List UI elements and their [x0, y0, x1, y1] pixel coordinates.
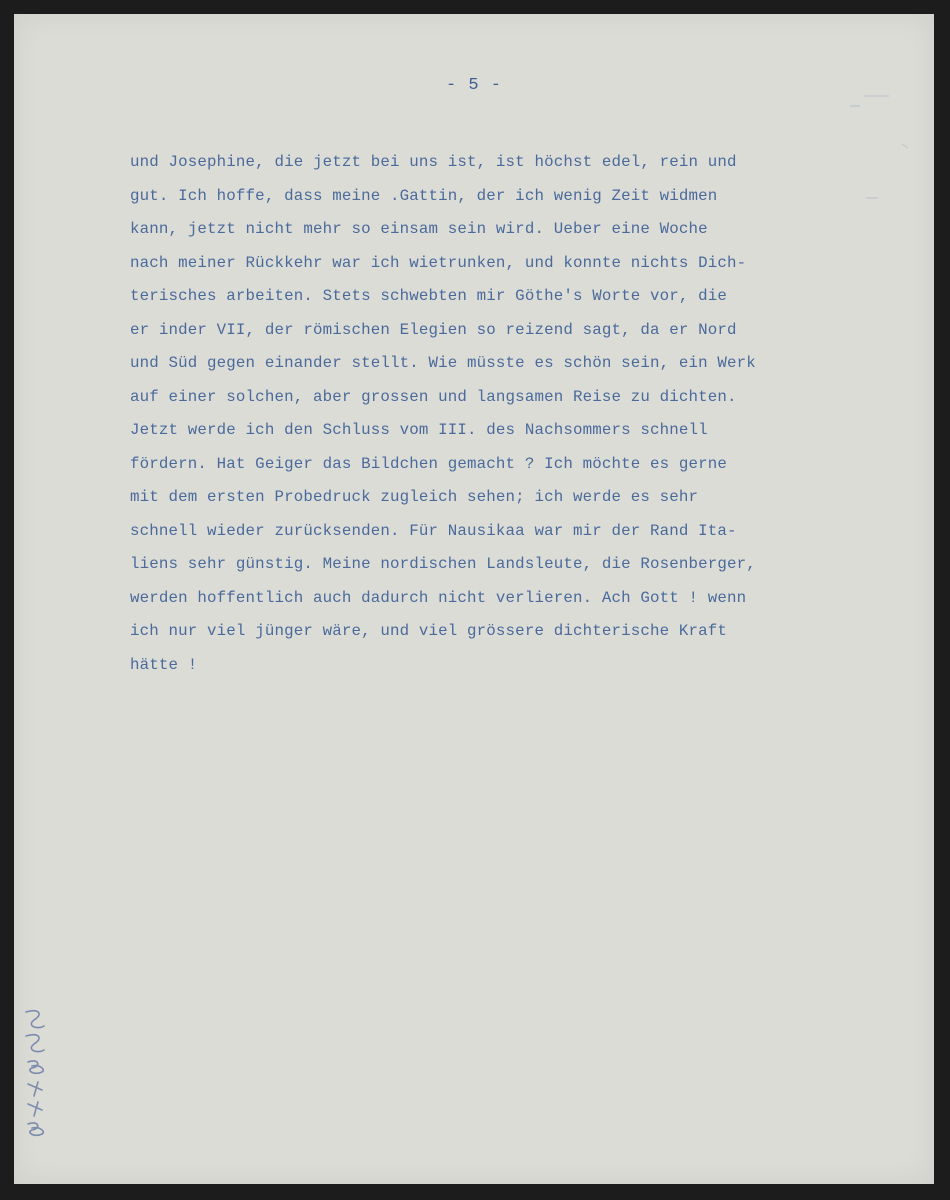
paper-specks: [844, 94, 914, 234]
archive-number-handwritten: [16, 1004, 56, 1144]
text-line: hätte !: [130, 655, 198, 674]
text-line: kann, jetzt nicht mehr so einsam sein wird. Ueber eine Woche: [130, 220, 708, 238]
letter-body: [130, 146, 890, 682]
text-line: ich nur viel jünger wäre, und viel grössere dichterische Kraft: [130, 622, 728, 640]
text-line: fördern. Hat Geiger das Bildchen gemacht ? Ich möchte es gerne: [130, 454, 728, 473]
text-line: werden hoffentlich auch dadurch nicht verlieren. Ach Gott ! wenn: [130, 588, 747, 607]
page-number: - 5 -: [445, 76, 502, 95]
text-line: auf einer solchen, aber grossen und langsamen Reise zu dichten.: [130, 387, 737, 406]
text-line: liens sehr günstig. Meine nordischen Landsleute, die Rosenberger,: [130, 555, 756, 573]
text-line: mit dem ersten Probedruck zugleich sehen; ich werde es sehr: [130, 488, 699, 506]
text-line: und Josephine, die jetzt bei uns ist, ist höchst edel, rein und: [130, 153, 737, 171]
text-line: gut. Ich hoffe, dass meine .Gattin, der ich wenig Zeit widmen: [130, 186, 718, 205]
text-line: und Süd gegen einander stellt. Wie müsste es schön sein, ein Werk: [130, 354, 756, 372]
text-line: er inder VII, der römischen Elegien so reizend sagt, da er Nord: [130, 320, 737, 339]
text-line: schnell wieder zurücksenden. Für Nausikaa war mir der Rand Ita-: [130, 521, 737, 540]
text-line: Jetzt werde ich den Schluss vom III. des Nachsommers schnell: [130, 421, 708, 439]
text-line: terisches arbeiten. Stets schwebten mir Göthe's Worte vor, die: [130, 287, 728, 305]
text-line: nach meiner Rückkehr war ich wietrunken, und konnte nichts Dich-: [130, 253, 747, 272]
document-page: [14, 14, 934, 1184]
